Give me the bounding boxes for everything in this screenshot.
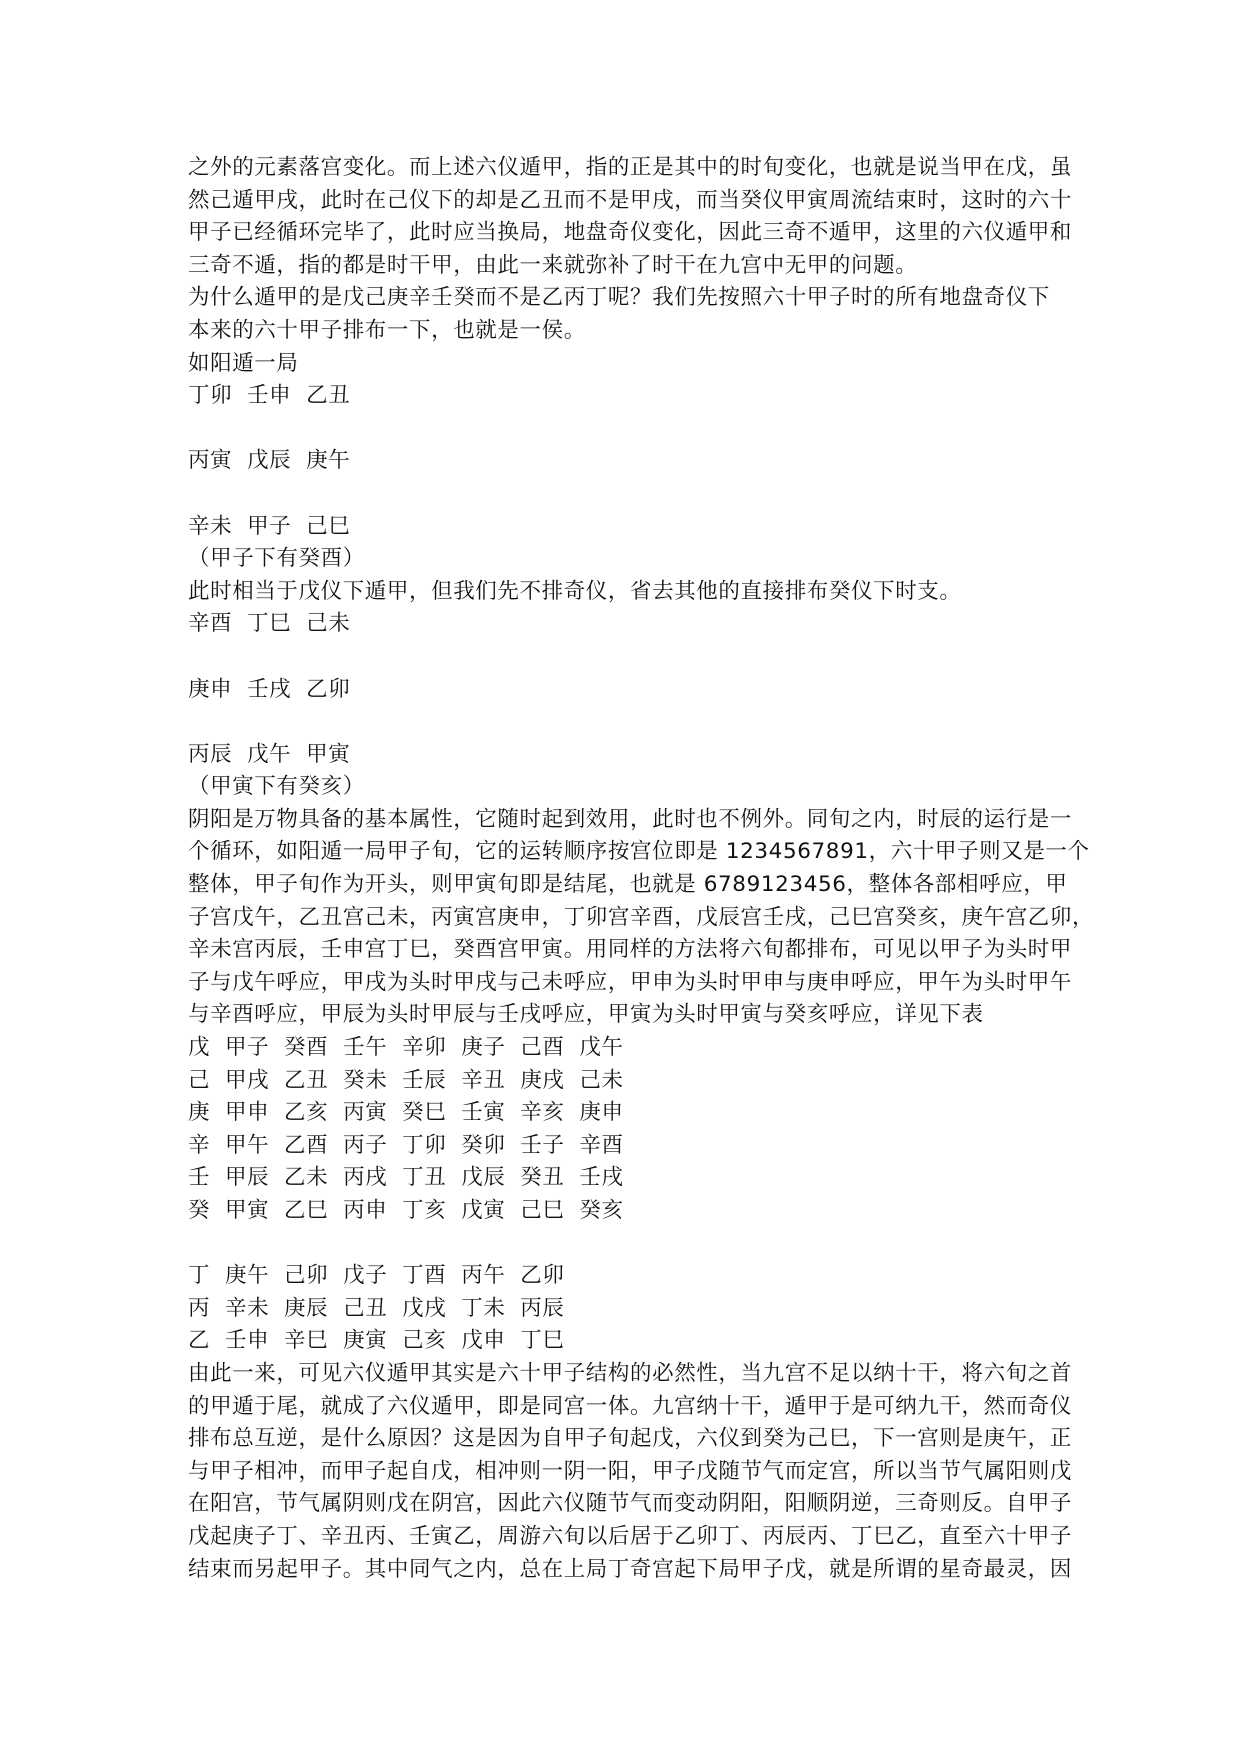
grid-row: 庚申 壬戌 乙卯: [188, 676, 351, 702]
text-line: 然己遁甲戌，此时在己仪下的却是乙丑而不是甲戌，而当癸仪甲寅周流结束时，这时的六十: [188, 187, 1073, 213]
text-line: 的甲遁于尾，就成了六仪遁甲，即是同宫一体。九宫纳十干，遁甲于是可纳九干，然而奇仪: [188, 1393, 1073, 1419]
text-line: 整体，甲子旬作为开头，则甲寅旬即是结尾，也就是 6789123456，整体各部相呼应，甲: [188, 872, 1068, 898]
blank-line: [188, 706, 1068, 739]
text-line: 个循环，如阳遁一局甲子旬，它的运转顺序按宫位即是 1234567891，六十甲子则又是一个: [188, 839, 1090, 865]
table-row: 丁 庚午 己卯 戊子 丁酉 丙午 乙卯: [188, 1263, 565, 1289]
text-line: 三奇不遁，指的都是时干甲，由此一来就弥补了时干在九宫中无甲的问题。: [188, 252, 918, 278]
blank-line: [188, 413, 1068, 446]
text-line: 在阳宫，节气属阴则戊在阴宫，因此六仪随节气而变动阴阳，阳顺阴逆，三奇则反。自甲子: [188, 1491, 1073, 1517]
text-line: 与甲子相冲，而甲子起自戊，相冲则一阴一阳，甲子戊随节气而定宫，所以当节气属阳则戊: [188, 1458, 1073, 1484]
grid-row: 辛酉 丁巳 己未: [188, 611, 351, 637]
table-row: 丙 辛未 庚辰 己丑 戊戌 丁未 丙辰: [188, 1295, 565, 1321]
table-row: 乙 壬申 辛巳 庚寅 己亥 戊申 丁巳: [188, 1328, 565, 1354]
table-row: 己 甲戌 乙丑 癸未 壬辰 辛丑 庚戌 己未: [188, 1067, 624, 1093]
table-row: 戊 甲子 癸酉 壬午 辛卯 庚子 己酉 戊午: [188, 1035, 624, 1061]
text-line: 由此一来，可见六仪遁甲其实是六十甲子结构的必然性，当九宫不足以纳十干，将六旬之首: [188, 1360, 1073, 1386]
text-line: 子宫戊午，乙丑宫己未，丙寅宫庚申，丁卯宫辛酉，戊辰宫壬戌，己巳宫癸亥，庚午宫乙卯，: [188, 904, 1095, 930]
text-line: 本来的六十甲子排布一下，也就是一侯。: [188, 317, 586, 343]
text-line: 结束而另起甲子。其中同气之内，总在上局丁奇宫起下局甲子戊，就是所谓的星奇最灵，因: [188, 1556, 1073, 1582]
table-row: 壬 甲辰 乙未 丙戌 丁丑 戊辰 癸丑 壬戌: [188, 1165, 624, 1191]
table-row: 癸 甲寅 乙巳 丙申 丁亥 戊寅 己巳 癸亥: [188, 1198, 624, 1223]
grid-row: 辛未 甲子 己巳: [188, 513, 351, 539]
text-line: 子与戊午呼应，甲戌为头时甲戌与己未呼应，甲申为头时甲申与庚申呼应，甲午为头时甲午: [188, 969, 1073, 995]
text-line: 排布总互逆，是什么原因？这是因为自甲子旬起戊，六仪到癸为己巳，下一宫则是庚午，正: [188, 1426, 1073, 1452]
grid-row: 丙辰 戊午 甲寅: [188, 741, 351, 767]
text-line: 辛未宫丙辰，壬申宫丁巳，癸酉宫甲寅。用同样的方法将六旬都排布，可见以甲子为头时甲: [188, 937, 1073, 963]
text-line: 此时相当于戊仪下遁甲，但我们先不排奇仪，省去其他的直接排布癸仪下时支。: [188, 578, 962, 604]
text-line: 之外的元素落宫变化。而上述六仪遁甲，指的正是其中的时旬变化，也就是说当甲在戊，虽: [188, 155, 1073, 180]
blank-line: [188, 478, 1068, 511]
section-label: 如阳遁一局: [188, 350, 299, 376]
text-line: 甲子已经循环完毕了，此时应当换局，地盘奇仪变化，因此三奇不遁甲，这里的六仪遁甲和: [188, 220, 1073, 246]
blank-line: [188, 1228, 1068, 1261]
grid-row: 丁卯 壬申 乙丑: [188, 383, 351, 409]
text-line: 与辛酉呼应，甲辰为头时甲辰与壬戌呼应，甲寅为头时甲寅与癸亥呼应，详见下表: [188, 1002, 984, 1028]
note-line: （甲子下有癸酉）: [188, 546, 365, 572]
blank-line: [188, 641, 1068, 674]
text-line: 阴阳是万物具备的基本属性，它随时起到效用，此时也不例外。同旬之内，时辰的运行是一: [188, 806, 1073, 832]
table-row: 辛 甲午 乙酉 丙子 丁卯 癸卯 壬子 辛酉: [188, 1132, 624, 1158]
text-line: 戊起庚子丁、辛丑丙、壬寅乙，周游六旬以后居于乙卯丁、丙辰丙、丁巳乙，直至六十甲子: [188, 1523, 1073, 1549]
table-row: 庚 甲申 乙亥 丙寅 癸巳 壬寅 辛亥 庚申: [188, 1100, 624, 1126]
note-line: （甲寅下有癸亥）: [188, 774, 365, 800]
document-page: [188, 152, 1095, 1586]
grid-row: 丙寅 戊辰 庚午: [188, 448, 351, 474]
text-line: 为什么遁甲的是戊己庚辛壬癸而不是乙丙丁呢？我们先按照六十甲子时的所有地盘奇仪下: [188, 285, 1050, 311]
